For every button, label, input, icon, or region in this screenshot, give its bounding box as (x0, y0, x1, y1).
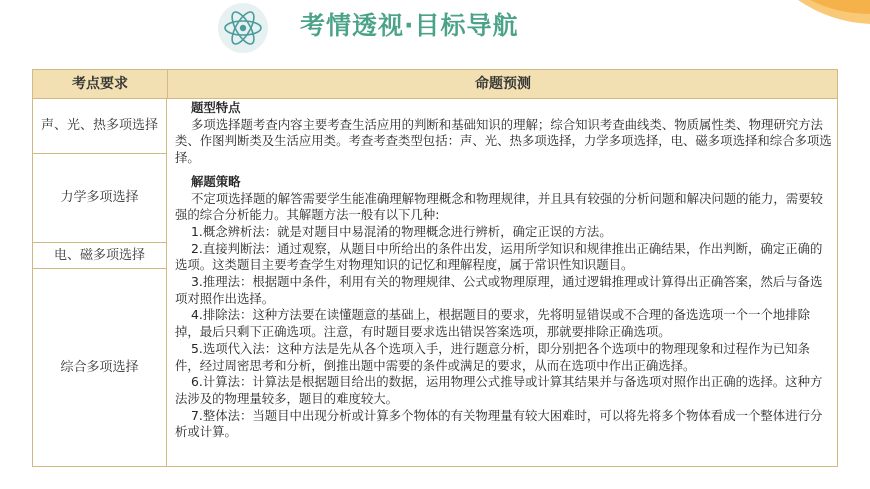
method-item: 2.直接判断法：通过观察，从题目中所给出的条件出发，运用所学知识和规律推出正确结果，作出判断，确定正确的选项。这类题目主要考查学生对物理知识的记忆和理解程度，属于常识性知识题目。 (175, 240, 823, 273)
column-header-requirements: 考点要求 (72, 76, 128, 92)
requirement-cell: 力学多项选择 (33, 154, 166, 243)
method-item: 3.推理法：根据题中条件，利用有关的物理规律、公式或物理原理，通过逻辑推理或计算得出正确答案，然后与备选项对照作出选择。 (175, 274, 823, 306)
method-item: 6.计算法：计算法是根据题目给出的数据，运用物理公式推导或计算其结果并与备选项对照作出正确的选择。这种方法涉及的物理量较多，题目的难度较大。 (175, 374, 823, 406)
table-header (33, 70, 837, 99)
method-item: 4.排除法：这种方法要在读懂题意的基础上，根据题目的要求，先将明显错误或不合理的备选选项一个一个地排除掉，最后只剩下正确选项。注意，有时题目要求选出错误答案选项，那就要排除正确选项。 (175, 307, 810, 340)
exam-analysis-table (32, 69, 838, 467)
method-item: 1.概念辨析法：就是对题目中易混淆的物理概念进行辨析，确定正误的方法。 (191, 223, 612, 239)
section-text: 多项选择题考查内容主要考查生活应用的判断和基础知识的理解；综合知识考查曲线类、物质属性类、物理研究方法类、作图判断类及生活应用类。考查考查类型包括：声、光、热多项选择，力学多项选择，电、磁多项选择和综合多项选择。 (175, 116, 832, 166)
corner-decoration (790, 0, 870, 40)
prediction-content (175, 100, 833, 465)
section-heading: 题型特点 (191, 100, 241, 115)
requirements-column (33, 99, 167, 466)
atom-logo (218, 3, 268, 53)
requirement-cell: 综合多项选择 (60, 359, 139, 375)
page-title: 考情透视·目标导航 (300, 11, 519, 40)
column-header-prediction: 命题预测 (167, 70, 838, 98)
section-heading: 解题策略 (191, 173, 241, 189)
method-item: 5.选项代入法：这种方法是先从各个选项入手，进行题意分析，即分别把各个选项中的物理现象和过程作为已知条件，经过周密思考和分析，倒推出题中需要的条件或满足的要求，从而在选项中作出正确选择。 (175, 340, 810, 373)
atom-icon (218, 3, 268, 53)
requirement-cell: 电、磁多项选择 (33, 243, 166, 269)
requirement-cell: 声、光、热多项选择 (33, 99, 166, 154)
section-intro: 不定项选择题的解答需要学生能准确理解物理概念和物理规律，并且具有较强的分析问题和解决问题的能力，需要较强的综合分析能力。其解题方法一般有以下几种: (175, 190, 823, 223)
method-item: 7.整体法：当题目中出现分析或计算多个物体的有关物理量有较大困难时，可以将先将多个物体看成一个整体进行分析或计算。 (175, 407, 823, 440)
